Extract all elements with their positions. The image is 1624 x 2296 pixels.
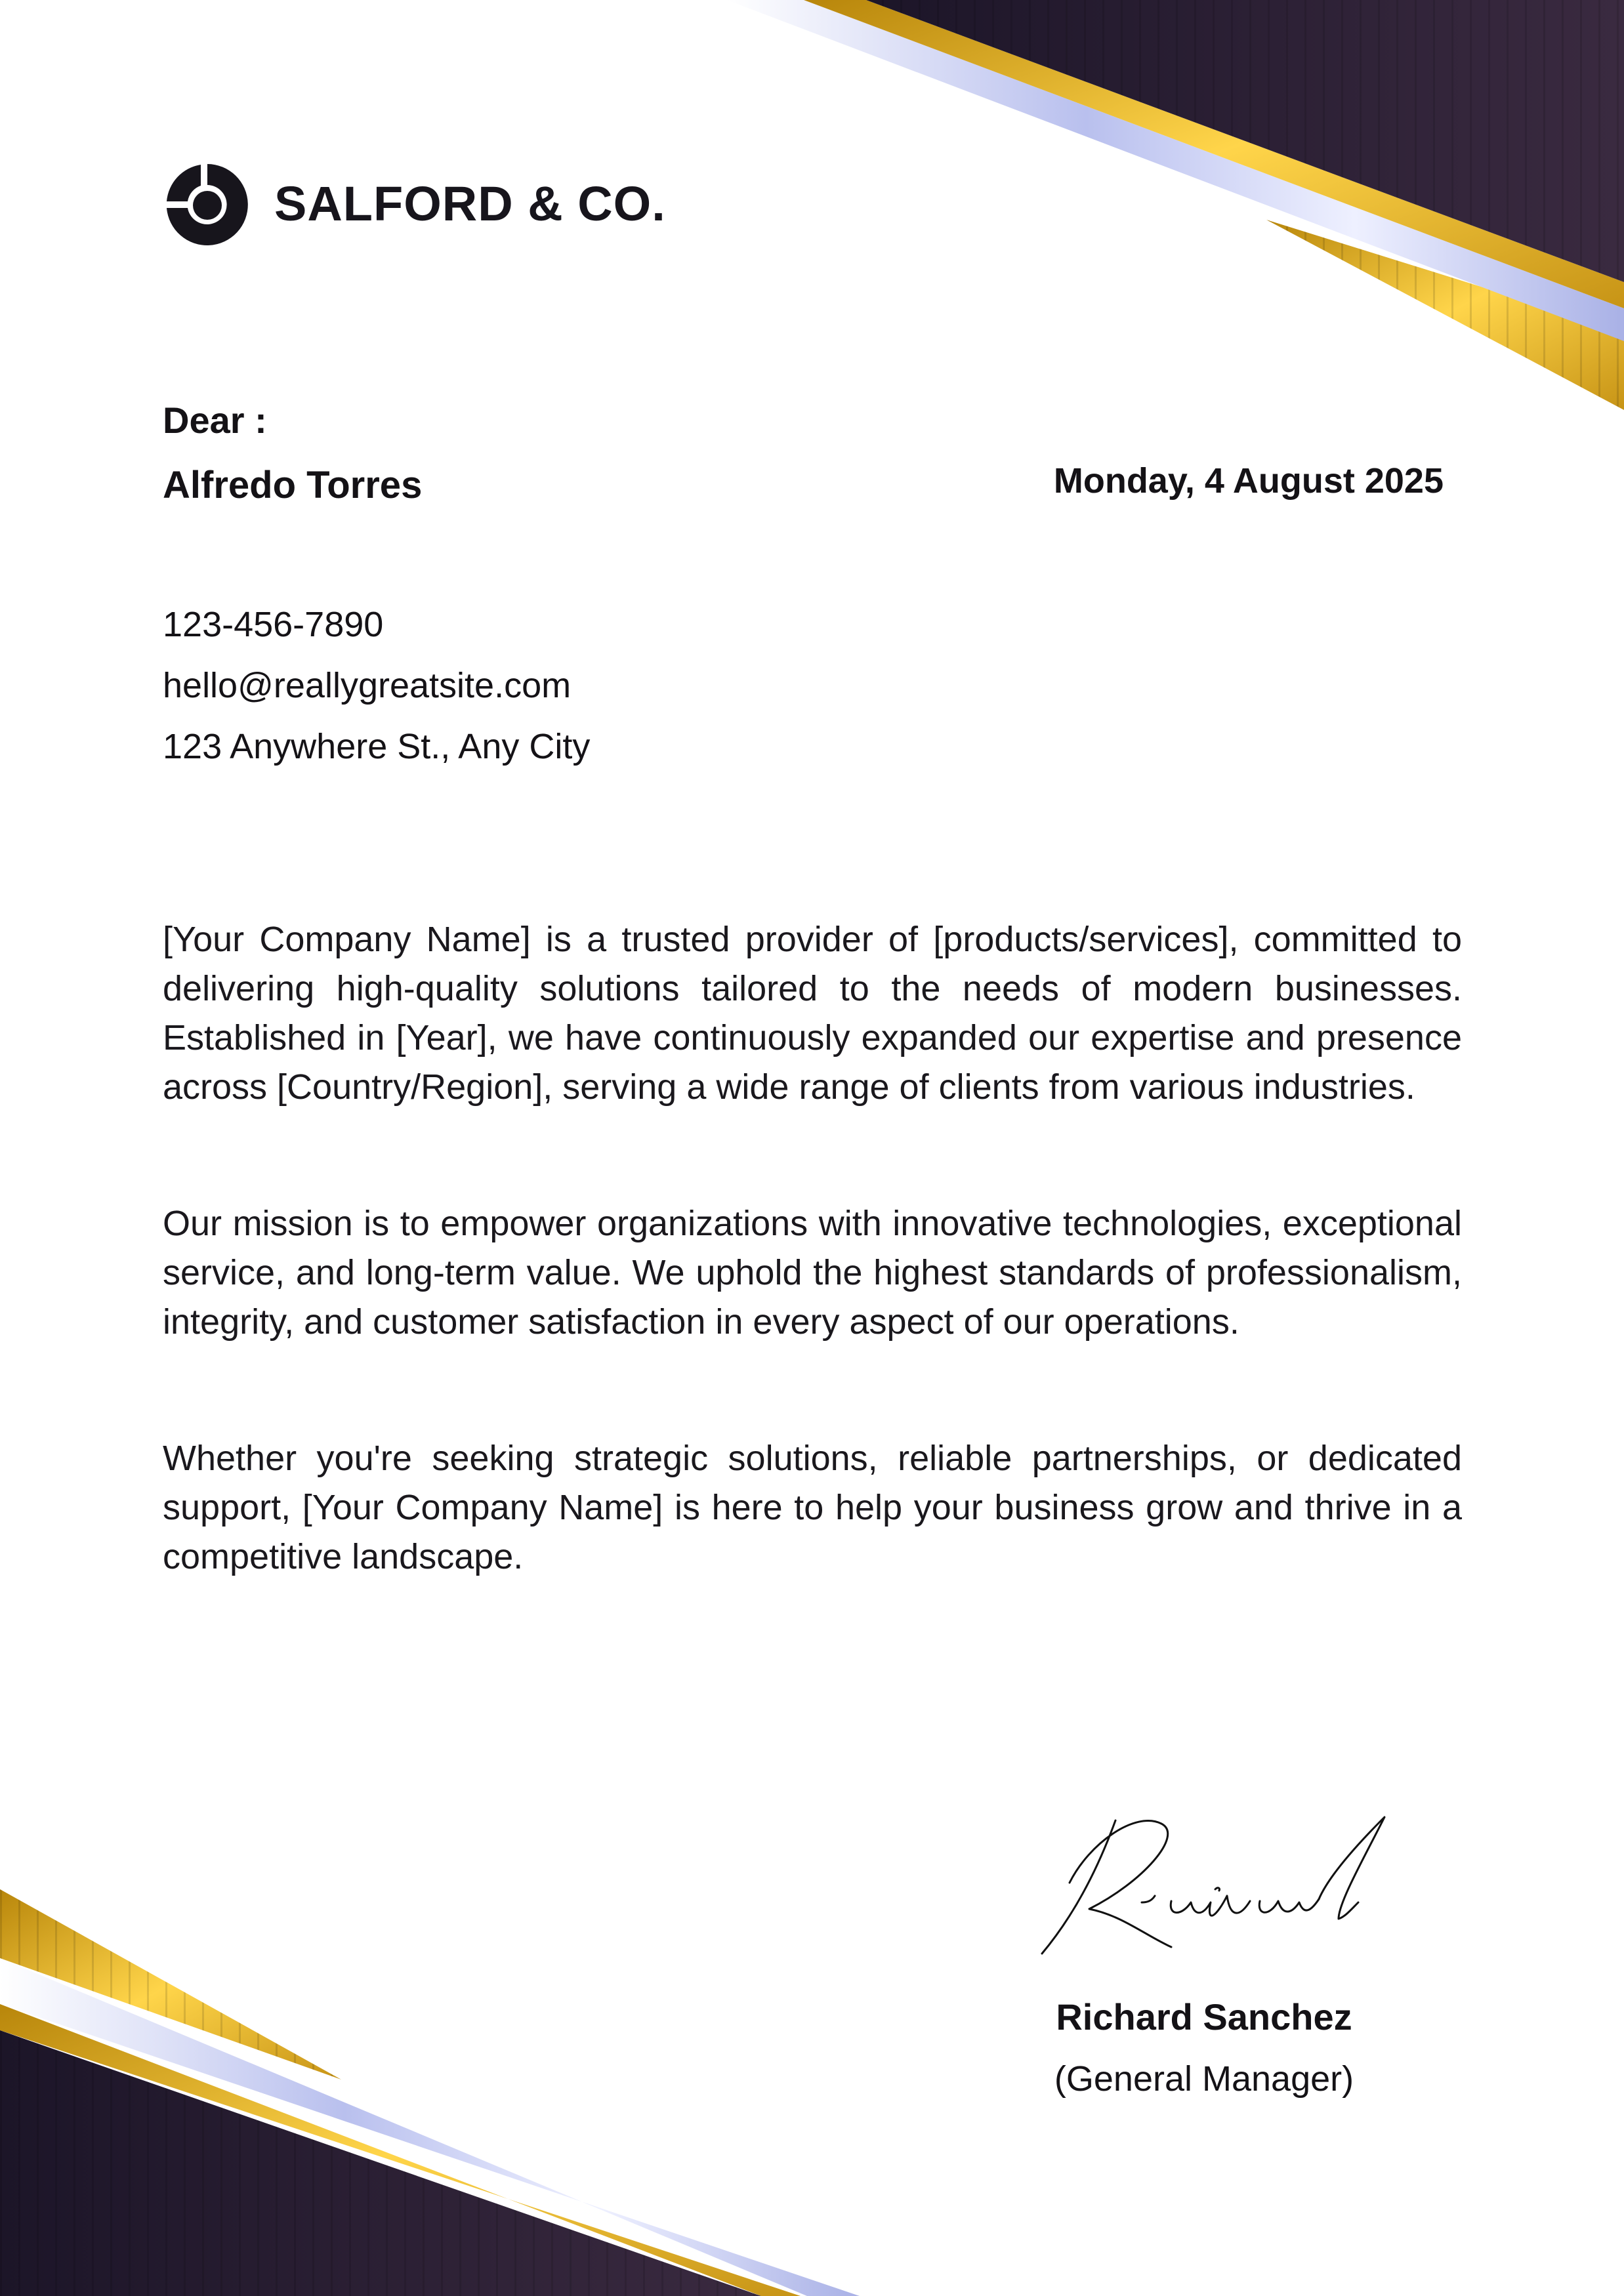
ring-logo-icon <box>161 161 253 249</box>
signer-name: Richard Sanchez <box>1056 1996 1352 2038</box>
company-name: SALFORD & CO. <box>274 176 666 231</box>
contact-phone: 123-456-7890 <box>163 605 384 644</box>
body-paragraph: Whether you're seeking strategic solutions, reliable partnerships, or dedicated support, [Your Company Name] is here to help your business grow and thrive in a competitive landscape. <box>163 1439 1462 1576</box>
contact-email: hello@reallygreatsite.com <box>163 666 572 705</box>
body-paragraph: [Your Company Name] is a trusted provider of [products/services], committed to delivering high-quality solutions tailored to the needs of modern businesses. Established in [Year], we have continuously expanded our expertise and presence across [Country/Region], serving a wide range of clients from various industries. <box>163 920 1462 1107</box>
letter-date: Monday, 4 August 2025 <box>1053 461 1444 501</box>
signer-role: (General Manager) <box>1054 2059 1354 2099</box>
recipient-name: Alfredo Torres <box>163 464 423 506</box>
contact-block <box>163 594 590 777</box>
bottom-left-band <box>0 1889 860 2296</box>
body-paragraph: Our mission is to empower organizations with innovative technologies, exceptional service, and long-term value. We uphold the highest standards of professionalism, integrity, and customer satisfaction in every aspect of our operations. <box>163 1204 1462 1342</box>
handwritten-signature <box>1030 1804 1398 1968</box>
salutation: Dear : <box>163 400 267 441</box>
top-right-band <box>727 0 1624 410</box>
contact-address: 123 Anywhere St., Any City <box>163 727 591 766</box>
letter-body <box>163 915 1462 1669</box>
